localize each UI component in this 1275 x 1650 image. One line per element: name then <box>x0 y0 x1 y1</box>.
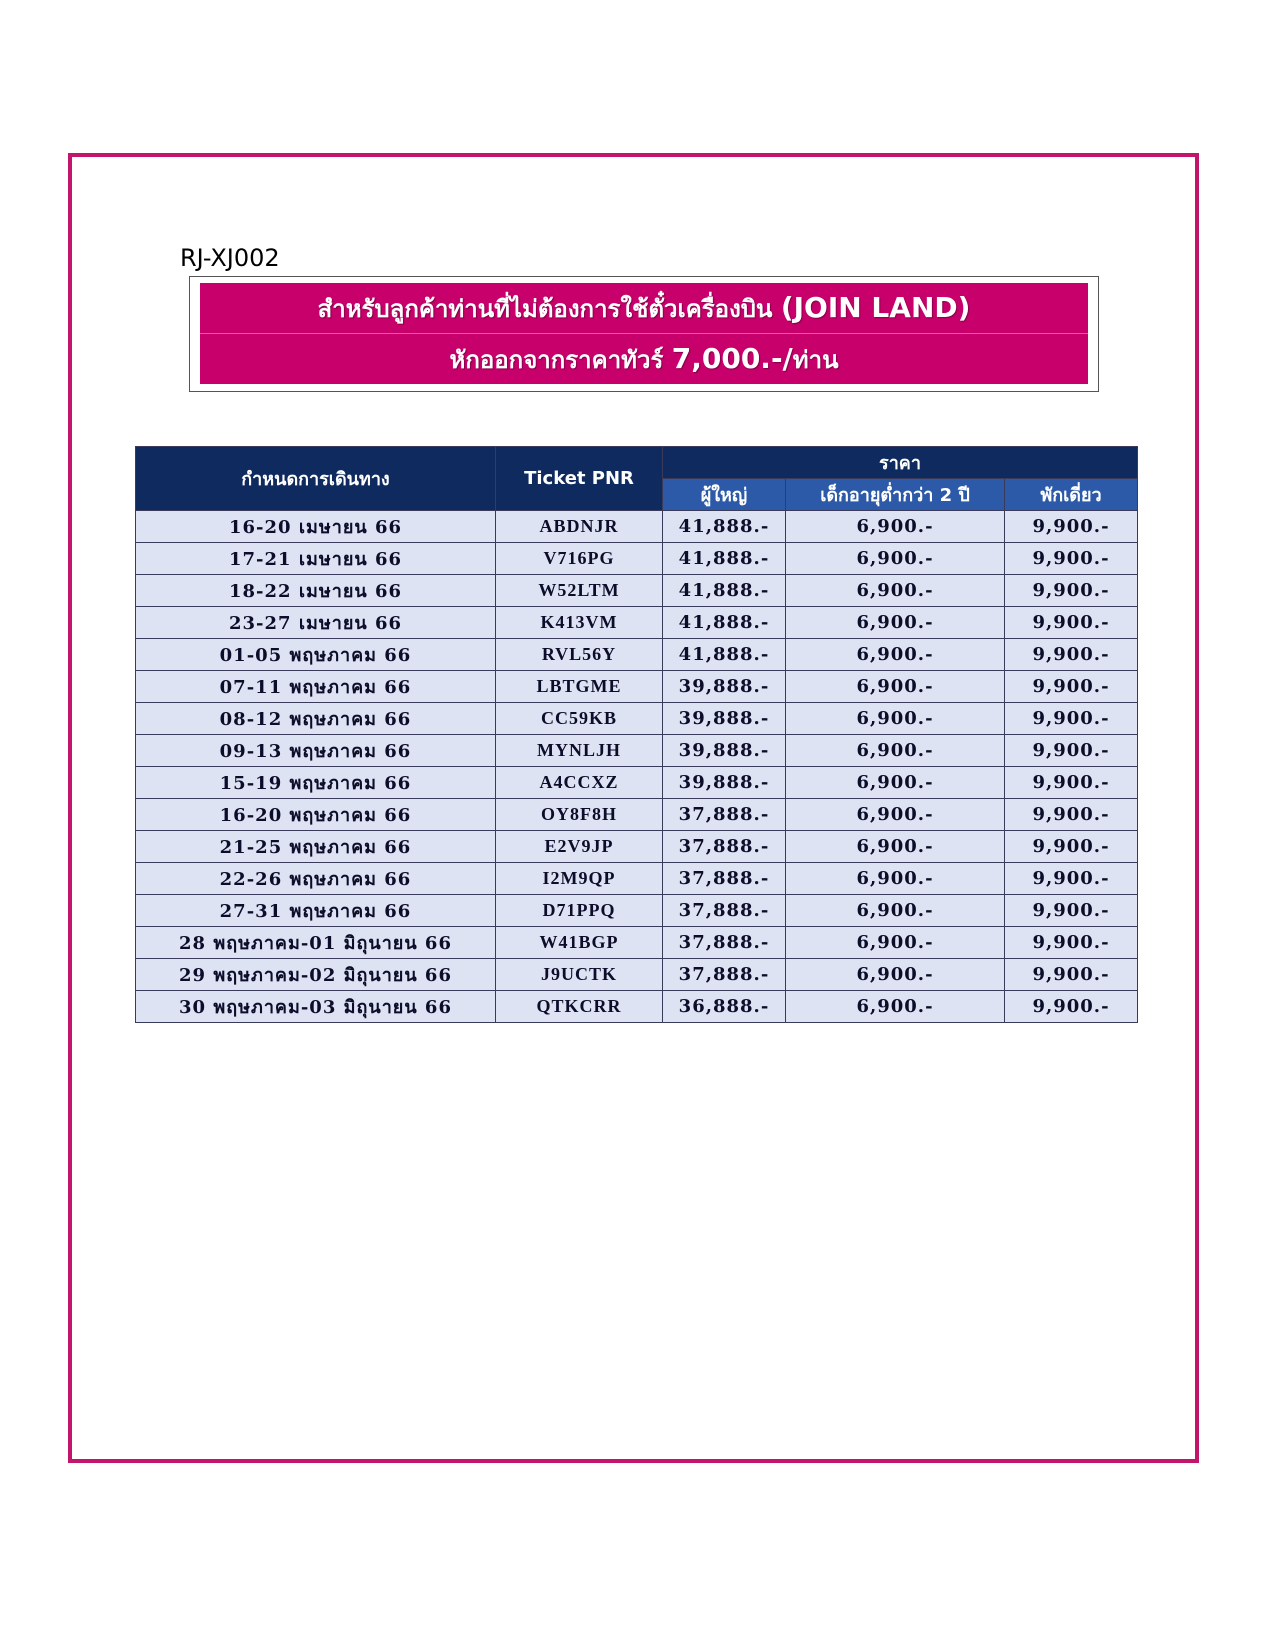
cell-pnr: W41BGP <box>496 927 663 959</box>
cell-child: 6,900.- <box>786 703 1005 735</box>
cell-adult: 39,888.- <box>663 735 786 767</box>
cell-child: 6,900.- <box>786 607 1005 639</box>
cell-single: 9,900.- <box>1005 991 1138 1023</box>
cell-pnr: I2M9QP <box>496 863 663 895</box>
cell-pnr: OY8F8H <box>496 799 663 831</box>
tour-code: RJ-XJ002 <box>180 244 280 272</box>
cell-child: 6,900.- <box>786 671 1005 703</box>
cell-date: 07-11 พฤษภาคม 66 <box>136 671 496 703</box>
cell-date: 09-13 พฤษภาคม 66 <box>136 735 496 767</box>
cell-child: 6,900.- <box>786 895 1005 927</box>
cell-date: 23-27 เมษายน 66 <box>136 607 496 639</box>
cell-date: 16-20 เมษายน 66 <box>136 511 496 543</box>
cell-adult: 36,888.- <box>663 991 786 1023</box>
price-table <box>135 446 1138 1023</box>
cell-child: 6,900.- <box>786 831 1005 863</box>
cell-single: 9,900.- <box>1005 767 1138 799</box>
banner-line-2 <box>200 334 1088 384</box>
cell-pnr: A4CCXZ <box>496 767 663 799</box>
cell-date: 29 พฤษภาคม-02 มิถุนายน 66 <box>136 959 496 991</box>
cell-adult: 41,888.- <box>663 607 786 639</box>
table-row <box>136 895 1138 927</box>
cell-single: 9,900.- <box>1005 703 1138 735</box>
cell-pnr: D71PPQ <box>496 895 663 927</box>
cell-adult: 39,888.- <box>663 703 786 735</box>
cell-pnr: RVL56Y <box>496 639 663 671</box>
cell-single: 9,900.- <box>1005 863 1138 895</box>
cell-pnr: QTKCRR <box>496 991 663 1023</box>
banner-line-2-prefix: หักออกจากราคาทัวร์ <box>449 346 664 374</box>
cell-date: 08-12 พฤษภาคม 66 <box>136 703 496 735</box>
table-row <box>136 703 1138 735</box>
cell-adult: 37,888.- <box>663 799 786 831</box>
cell-child: 6,900.- <box>786 543 1005 575</box>
cell-single: 9,900.- <box>1005 735 1138 767</box>
table-row <box>136 735 1138 767</box>
cell-date: 27-31 พฤษภาคม 66 <box>136 895 496 927</box>
banner-line-1-text: สำหรับลูกค้าท่านที่ไม่ต้องการใช้ตั๋วเครื่องบิน <box>317 295 773 323</box>
banner-line-1 <box>200 283 1088 334</box>
header-adult: ผู้ใหญ่ <box>663 479 786 511</box>
cell-date: 15-19 พฤษภาคม 66 <box>136 767 496 799</box>
cell-adult: 37,888.- <box>663 959 786 991</box>
cell-pnr: ABDNJR <box>496 511 663 543</box>
cell-single: 9,900.- <box>1005 607 1138 639</box>
table-row <box>136 575 1138 607</box>
cell-date: 01-05 พฤษภาคม 66 <box>136 639 496 671</box>
cell-child: 6,900.- <box>786 575 1005 607</box>
cell-adult: 41,888.- <box>663 575 786 607</box>
cell-date: 16-20 พฤษภาคม 66 <box>136 799 496 831</box>
cell-pnr: MYNLJH <box>496 735 663 767</box>
header-date: กำหนดการเดินทาง <box>136 447 496 511</box>
table-row <box>136 959 1138 991</box>
banner-line-2-suffix: ท่าน <box>792 346 839 374</box>
cell-pnr: V716PG <box>496 543 663 575</box>
table-row <box>136 927 1138 959</box>
cell-child: 6,900.- <box>786 735 1005 767</box>
cell-adult: 39,888.- <box>663 767 786 799</box>
cell-single: 9,900.- <box>1005 671 1138 703</box>
table-row <box>136 511 1138 543</box>
cell-single: 9,900.- <box>1005 639 1138 671</box>
cell-child: 6,900.- <box>786 959 1005 991</box>
cell-adult: 41,888.- <box>663 511 786 543</box>
cell-pnr: CC59KB <box>496 703 663 735</box>
header-price: ราคา <box>663 447 1138 479</box>
cell-pnr: LBTGME <box>496 671 663 703</box>
cell-single: 9,900.- <box>1005 543 1138 575</box>
cell-adult: 41,888.- <box>663 543 786 575</box>
cell-single: 9,900.- <box>1005 511 1138 543</box>
cell-child: 6,900.- <box>786 511 1005 543</box>
table-row <box>136 607 1138 639</box>
banner-line-1-en: (JOIN LAND) <box>780 291 971 324</box>
table-row <box>136 799 1138 831</box>
cell-single: 9,900.- <box>1005 831 1138 863</box>
price-table-body <box>136 511 1138 1023</box>
table-row <box>136 767 1138 799</box>
cell-child: 6,900.- <box>786 991 1005 1023</box>
cell-date: 17-21 เมษายน 66 <box>136 543 496 575</box>
cell-child: 6,900.- <box>786 767 1005 799</box>
cell-adult: 37,888.- <box>663 927 786 959</box>
cell-pnr: K413VM <box>496 607 663 639</box>
cell-adult: 37,888.- <box>663 831 786 863</box>
cell-single: 9,900.- <box>1005 927 1138 959</box>
cell-date: 28 พฤษภาคม-01 มิถุนายน 66 <box>136 927 496 959</box>
cell-pnr: J9UCTK <box>496 959 663 991</box>
cell-adult: 37,888.- <box>663 863 786 895</box>
cell-date: 18-22 เมษายน 66 <box>136 575 496 607</box>
cell-child: 6,900.- <box>786 639 1005 671</box>
header-pnr: Ticket PNR <box>496 447 663 511</box>
table-row <box>136 671 1138 703</box>
cell-pnr: E2V9JP <box>496 831 663 863</box>
cell-single: 9,900.- <box>1005 959 1138 991</box>
cell-pnr: W52LTM <box>496 575 663 607</box>
header-child: เด็กอายุต่ำกว่า 2 ปี <box>786 479 1005 511</box>
join-land-banner <box>189 276 1099 392</box>
table-row <box>136 543 1138 575</box>
table-row <box>136 831 1138 863</box>
cell-adult: 39,888.- <box>663 671 786 703</box>
cell-single: 9,900.- <box>1005 575 1138 607</box>
cell-child: 6,900.- <box>786 927 1005 959</box>
cell-date: 22-26 พฤษภาคม 66 <box>136 863 496 895</box>
table-row <box>136 639 1138 671</box>
cell-adult: 37,888.- <box>663 895 786 927</box>
table-row <box>136 991 1138 1023</box>
cell-child: 6,900.- <box>786 799 1005 831</box>
cell-child: 6,900.- <box>786 863 1005 895</box>
cell-single: 9,900.- <box>1005 895 1138 927</box>
cell-adult: 41,888.- <box>663 639 786 671</box>
cell-date: 21-25 พฤษภาคม 66 <box>136 831 496 863</box>
banner-line-2-amount: 7,000.-/ <box>671 342 793 375</box>
table-row <box>136 863 1138 895</box>
cell-single: 9,900.- <box>1005 799 1138 831</box>
cell-date: 30 พฤษภาคม-03 มิถุนายน 66 <box>136 991 496 1023</box>
header-single: พักเดี่ยว <box>1005 479 1138 511</box>
